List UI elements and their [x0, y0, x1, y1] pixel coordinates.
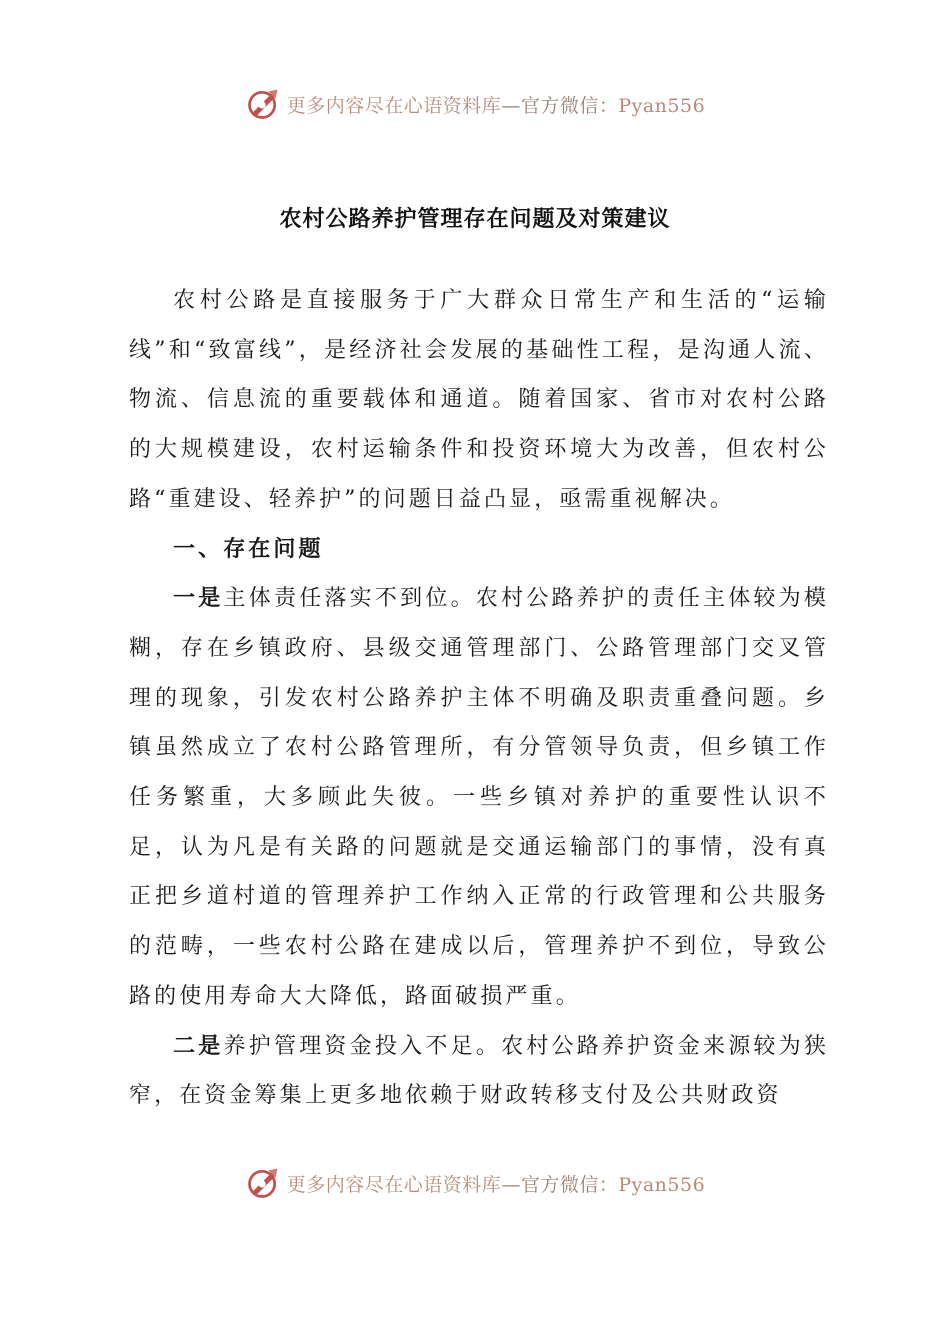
point-2-lead: 二是 [173, 1033, 224, 1059]
document-body [129, 276, 829, 1121]
pen-logo-icon [245, 1165, 281, 1201]
watermark-text: 更多内容尽在心语资料库—官方微信：Pyan556 [286, 94, 706, 117]
point-2-paragraph [129, 1022, 829, 1121]
watermark-banner-top [0, 84, 950, 124]
point-1-paragraph [129, 574, 829, 1021]
watermark-text: 更多内容尽在心语资料库—官方微信：Pyan556 [286, 1173, 706, 1196]
point-1-lead: 一是 [173, 586, 224, 612]
section-heading: 一、存在问题 [173, 536, 324, 562]
watermark-banner-bottom [0, 1163, 950, 1203]
pen-logo-icon [245, 86, 281, 122]
intro-paragraph: 农村公路是直接服务于广大群众日常生产和生活的“运输线”和“致富线”，是经济社会发展的基础性工程，是沟通人流、物流、信息流的重要载体和通道。随着国家、省市对农村公路的大规模建设，农村运输条件和投资环境大为改善，但农村公路“重建设、轻养护”的问题日益凸显，亟需重视解决。 [129, 288, 829, 512]
point-1-text: 主体责任落实不到位。农村公路养护的责任主体较为模糊，存在乡镇政府、县级交通管理部门、公路管理部门交叉管理的现象，引发农村公路养护主体不明确及职责重叠问题。乡镇虽然成立了农村公路管理所，有分管领导负责，但乡镇工作任务繁重，大多顾此失彼。一些乡镇对养护的重要性认识不足，认为凡是有关路的问题就是交通运输部门的事情，没有真正把乡道村道的管理养护工作纳入正常的行政管理和公共服务的范畴，一些农村公路在建成以后，管理养护不到位，导致公路的使用寿命大大降低，路面破损严重。 [129, 586, 830, 1009]
document-title: 农村公路养护管理存在问题及对策建议 [279, 207, 671, 232]
point-2-text: 养护管理资金投入不足。农村公路养护资金来源较为狭窄，在资金筹集上更多地依赖于财政转移支付及公共财政资 [129, 1033, 830, 1109]
